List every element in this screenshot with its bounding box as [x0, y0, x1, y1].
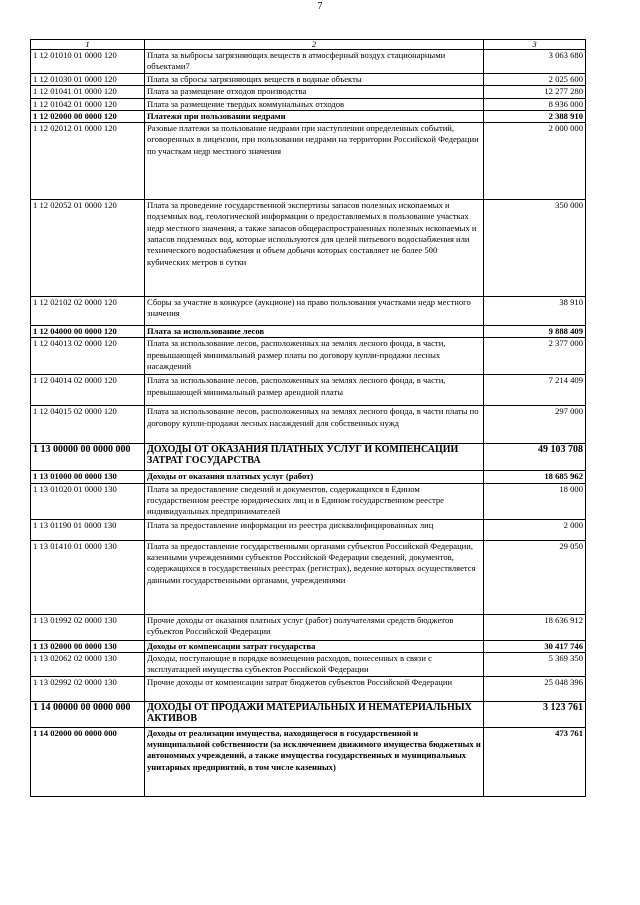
row-code: 1 14 00000 00 0000 000	[31, 701, 145, 727]
row-amount: 2 388 910	[484, 110, 586, 122]
row-code: 1 12 04013 02 0000 120	[31, 338, 145, 375]
table-row	[31, 519, 586, 540]
row-code: 1 13 01000 00 0000 130	[31, 471, 145, 483]
row-code: 1 12 01030 01 0000 120	[31, 74, 145, 86]
table-row	[31, 701, 586, 727]
row-name: Плата за предоставление информации из реестра дисквалифицированных лиц	[145, 519, 484, 540]
row-code: 1 13 01992 02 0000 130	[31, 614, 145, 640]
table-row	[31, 375, 586, 406]
row-name: Плата за предоставление сведений и документов, содержащихся в Едином государственном реестре юридических лиц и в Едином государственном реестре индивидуальных предпринимателей	[145, 483, 484, 519]
row-code: 1 12 01041 01 0000 120	[31, 86, 145, 98]
page-number: 7	[317, 1, 323, 12]
row-amount: 2 000	[484, 519, 586, 540]
row-amount: 18 685 962	[484, 471, 586, 483]
table-row	[31, 86, 586, 98]
row-amount: 30 417 746	[484, 640, 586, 652]
table-row	[31, 483, 586, 519]
row-name: Плата за предоставление государственными органами субъектов Российской Федерации, казенными учреждениями субъектов Российской Федерации сведений, документов, содержащихся в государственных реестрах (регистрах), ведение которых осуществляется данными государственными органами, учреждениями	[145, 540, 484, 614]
row-amount: 350 000	[484, 200, 586, 297]
table-row	[31, 471, 586, 483]
revenue-table	[30, 39, 586, 797]
row-code: 1 12 04014 02 0000 120	[31, 375, 145, 406]
row-code: 1 13 00000 00 0000 000	[31, 444, 145, 471]
row-name: Доходы от оказания платных услуг (работ)	[145, 471, 484, 483]
table-row	[31, 406, 586, 444]
row-name: Плата за размещение отходов производства	[145, 86, 484, 98]
column-header-code: 1	[31, 40, 145, 50]
row-code: 1 12 02102 02 0000 120	[31, 297, 145, 326]
row-name: Разовые платежи за пользование недрами при наступлении определенных событий, оговоренных в лицензии, при пользовании недрами на территории Российской Федерации по участкам недр местного значения	[145, 123, 484, 200]
row-code: 1 13 02992 02 0000 130	[31, 676, 145, 701]
row-code: 1 12 01010 01 0000 120	[31, 50, 145, 74]
row-name: Прочие доходы от компенсации затрат бюджетов субъектов Российской Федерации	[145, 676, 484, 701]
row-name: Доходы, поступающие в порядке возмещения расходов, понесенных в связи с эксплуатацией имущества субъектов Российской Федерации	[145, 653, 484, 677]
row-name: Доходы от компенсации затрат государства	[145, 640, 484, 652]
row-amount: 9 888 409	[484, 326, 586, 338]
row-name: Плата за размещение твердых коммунальных отходов	[145, 98, 484, 110]
table-row	[31, 297, 586, 326]
column-header-name: 2	[145, 40, 484, 50]
table-row	[31, 614, 586, 640]
row-amount: 2 000 000	[484, 123, 586, 200]
row-amount: 49 103 708	[484, 444, 586, 471]
table-row	[31, 123, 586, 200]
row-code: 1 13 01020 01 0000 130	[31, 483, 145, 519]
row-code: 1 13 01410 01 0000 130	[31, 540, 145, 614]
row-amount: 3 123 761	[484, 701, 586, 727]
row-name: Доходы от реализации имущества, находящегося в государственной и муниципальной собственности (за исключением движимого имущества бюджетных и автономных учреждений, а также имущества государственных и муниципальных унитарных предприятий, в том числе казенных)	[145, 727, 484, 796]
table-row	[31, 640, 586, 652]
row-amount: 297 000	[484, 406, 586, 444]
row-amount: 29 050	[484, 540, 586, 614]
row-name: Плата за выбросы загрязняющих веществ в атмосферный воздух стационарными объектами7	[145, 50, 484, 74]
row-amount: 18 636 912	[484, 614, 586, 640]
row-code: 1 12 02052 01 0000 120	[31, 200, 145, 297]
table-row	[31, 676, 586, 701]
row-name: ДОХОДЫ ОТ ПРОДАЖИ МАТЕРИАЛЬНЫХ И НЕМАТЕРИАЛЬНЫХ АКТИВОВ	[145, 701, 484, 727]
row-code: 1 12 04000 00 0000 120	[31, 326, 145, 338]
table-row	[31, 653, 586, 677]
table-row	[31, 540, 586, 614]
table-row	[31, 338, 586, 375]
row-code: 1 13 02000 00 0000 130	[31, 640, 145, 652]
row-amount: 2 025 600	[484, 74, 586, 86]
table-row	[31, 110, 586, 122]
row-code: 1 12 01042 01 0000 120	[31, 98, 145, 110]
row-name: Сборы за участие в конкурсе (аукционе) на право пользования участками недр местного значения	[145, 297, 484, 326]
row-name: Плата за использование лесов, расположенных на землях лесного фонда, в части, превышающей минимальный размер арендной платы	[145, 375, 484, 406]
row-name: Плата за сбросы загрязняющих веществ в водные объекты	[145, 74, 484, 86]
row-code: 1 12 02012 01 0000 120	[31, 123, 145, 200]
table-row	[31, 50, 586, 74]
table-row	[31, 727, 586, 796]
row-code: 1 13 02062 02 0000 130	[31, 653, 145, 677]
row-amount: 3 063 680	[484, 50, 586, 74]
table-row	[31, 444, 586, 471]
table-row	[31, 200, 586, 297]
row-name: Прочие доходы от оказания платных услуг (работ) получателями средств бюджетов субъектов Российской Федерации	[145, 614, 484, 640]
table-row	[31, 98, 586, 110]
row-amount: 18 000	[484, 483, 586, 519]
row-amount: 8 936 000	[484, 98, 586, 110]
row-amount: 38 910	[484, 297, 586, 326]
row-amount: 25 048 396	[484, 676, 586, 701]
row-name: Плата за проведение государственной экспертизы запасов полезных ископаемых и подземных вод, геологической информации о предоставляемых в пользование участках недр местного значения, а также запасов общераспространенных полезных ископаемых и запасов подземных вод, которые используются для целей питьевого водоснабжения или технического водоснабжения и объем добычи которых составляет не более 500 кубических метров в сутки	[145, 200, 484, 297]
row-name: ДОХОДЫ ОТ ОКАЗАНИЯ ПЛАТНЫХ УСЛУГ И КОМПЕНСАЦИИ ЗАТРАТ ГОСУДАРСТВА	[145, 444, 484, 471]
column-header-amount: 3	[484, 40, 586, 50]
table-row	[31, 74, 586, 86]
row-name: Плата за использование лесов, расположенных на землях лесного фонда, в части платы по договору купли-продажи лесных насаждений для собственных нужд	[145, 406, 484, 444]
row-amount: 473 761	[484, 727, 586, 796]
row-name: Плата за использование лесов, расположенных на землях лесного фонда, в части, превышающей минимальный размер платы по договору купли-продажи лесных насаждений	[145, 338, 484, 375]
row-code: 1 13 01190 01 0000 130	[31, 519, 145, 540]
row-code: 1 14 02000 00 0000 000	[31, 727, 145, 796]
row-code: 1 12 02000 00 0000 120	[31, 110, 145, 122]
header-row	[31, 40, 586, 50]
row-name: Плата за использование лесов	[145, 326, 484, 338]
row-amount: 12 277 280	[484, 86, 586, 98]
table-row	[31, 326, 586, 338]
row-amount: 5 369 350	[484, 653, 586, 677]
row-code: 1 12 04015 02 0000 120	[31, 406, 145, 444]
row-amount: 2 377 000	[484, 338, 586, 375]
row-name: Платежи при пользовании недрами	[145, 110, 484, 122]
row-amount: 7 214 409	[484, 375, 586, 406]
